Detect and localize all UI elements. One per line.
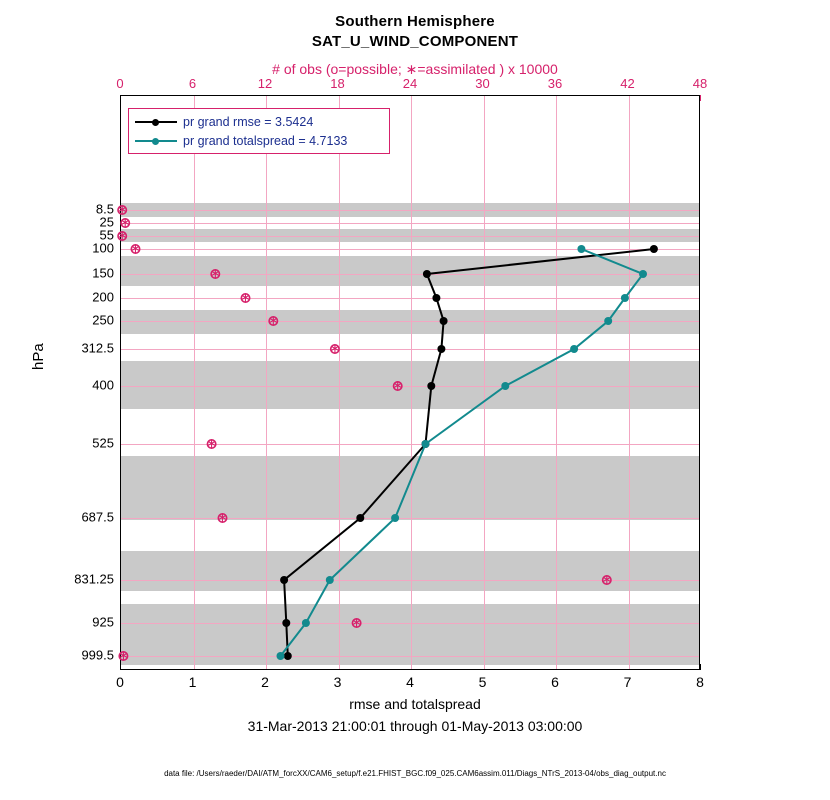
top-tick-label: 42 [620, 76, 635, 91]
legend-label-rmse: pr grand rmse = 3.5424 [183, 115, 314, 129]
svg-text:∗: ∗ [116, 227, 128, 243]
series-marker [501, 382, 509, 390]
top-tick-label: 30 [475, 76, 490, 91]
obs-marker [329, 341, 340, 356]
svg-text:∗: ∗ [217, 509, 228, 525]
bottom-tick-label: 4 [406, 674, 414, 690]
series-marker [302, 619, 310, 627]
series-marker [427, 382, 435, 390]
series-marker [280, 576, 288, 584]
svg-text:∗: ∗ [267, 312, 279, 328]
series-layer [116, 96, 701, 671]
top-tick-label: 24 [402, 76, 418, 91]
y-tick-label: 150 [92, 265, 114, 281]
series-marker [437, 345, 445, 353]
bottom-tick-label: 2 [261, 674, 269, 690]
bottom-tick-label: 5 [478, 674, 487, 690]
series-marker [639, 270, 647, 278]
y-tick-label: 100 [92, 240, 114, 256]
obs-marker [130, 241, 141, 256]
legend [128, 108, 390, 154]
series-marker [621, 294, 629, 302]
obs-marker [351, 615, 362, 630]
legend-item-rmse [135, 112, 313, 132]
svg-text:∗: ∗ [206, 435, 218, 451]
y-tick-label: 525 [92, 435, 114, 451]
obs-marker [268, 313, 279, 328]
y-tick-label: 312.5 [81, 340, 114, 356]
svg-text:∗: ∗ [329, 340, 341, 356]
obs-marker [117, 228, 128, 243]
y-tick-label: 8.5 [95, 201, 114, 217]
svg-text:∗: ∗ [117, 647, 129, 663]
y-tick-label: 925 [92, 614, 114, 630]
top-tick-label: 18 [330, 76, 345, 91]
obs-marker [217, 510, 228, 525]
series-marker [284, 652, 292, 660]
series-marker [577, 245, 585, 253]
svg-text:∗: ∗ [351, 614, 363, 630]
obs-marker [392, 378, 403, 393]
top-tick-label: 6 [188, 76, 197, 91]
obs-axis-label: # of obs (o=possible; ∗=assimilated ) x 10000 [272, 61, 558, 77]
svg-text:∗: ∗ [392, 377, 404, 393]
series-marker [277, 652, 285, 660]
obs-marker [118, 648, 129, 663]
legend-label-totalspread: pr grand totalspread = 4.7133 [183, 134, 348, 148]
svg-text:∗: ∗ [119, 214, 131, 230]
svg-text:∗: ∗ [601, 571, 613, 587]
y-tick-label: 200 [92, 289, 114, 305]
legend-item-totalspread [135, 131, 347, 151]
y-axis-label: hPa [30, 343, 47, 370]
bottom-tick-label: 1 [188, 674, 197, 690]
plot-area [116, 95, 700, 670]
bottom-tick-label: 6 [551, 674, 559, 690]
y-tick-label: 25 [99, 214, 114, 230]
y-tick-label: 55 [99, 227, 114, 243]
data-file-caption: data file: /Users/raeder/DAI/ATM_forcXX/CAM6_setup/f.e21.FHIST_BGC.f09_025.CAM6assim.011/Diags_NTrS_2013-04/obs_diag_output.nc [164, 769, 666, 778]
top-tick-label: 36 [547, 76, 563, 91]
chart-title-line2: SAT_U_WIND_COMPONENT [311, 33, 519, 50]
legend-swatch-totalspread [135, 134, 177, 148]
series-marker [604, 317, 612, 325]
series-marker [432, 294, 440, 302]
legend-swatch-rmse [135, 115, 177, 129]
svg-text:∗: ∗ [240, 289, 251, 305]
y-tick-label: 250 [92, 312, 114, 328]
bottom-tick-label: 7 [623, 674, 632, 690]
series-marker [356, 514, 364, 522]
obs-marker [601, 572, 612, 587]
series-marker [422, 440, 430, 448]
y-tick-label: 831.25 [74, 571, 114, 587]
top-tick-label: 12 [257, 76, 273, 91]
series-marker [650, 245, 658, 253]
obs-marker [210, 266, 221, 281]
bottom-tick-label: 8 [696, 674, 704, 690]
y-tick-label: 999.5 [81, 647, 114, 663]
series-marker [391, 514, 399, 522]
series-line [284, 249, 654, 656]
svg-text:∗: ∗ [209, 265, 221, 281]
series-line [281, 249, 644, 656]
y-tick-label: 687.5 [81, 509, 114, 525]
series-marker [423, 270, 431, 278]
svg-text:∗: ∗ [116, 201, 128, 217]
obs-marker [206, 436, 217, 451]
bottom-tick-label: 0 [116, 674, 124, 690]
bottom-tick-label: 3 [333, 674, 342, 690]
date-range-caption: 31-Mar-2013 21:00:01 through 01-May-2013 03:00:00 [247, 718, 583, 734]
svg-text:∗: ∗ [130, 240, 141, 256]
top-tick-label: 0 [116, 76, 124, 91]
chart-title-block [0, 12, 830, 52]
series-marker [570, 345, 578, 353]
obs-marker [240, 290, 251, 305]
series-marker [282, 619, 290, 627]
x-axis-label: rmse and totalspread [349, 696, 481, 712]
series-marker [440, 317, 448, 325]
top-tick-label: 48 [692, 76, 708, 91]
y-tick-label: 400 [92, 377, 114, 393]
chart-title-line1: Southern Hemisphere [335, 13, 495, 30]
series-marker [326, 576, 334, 584]
